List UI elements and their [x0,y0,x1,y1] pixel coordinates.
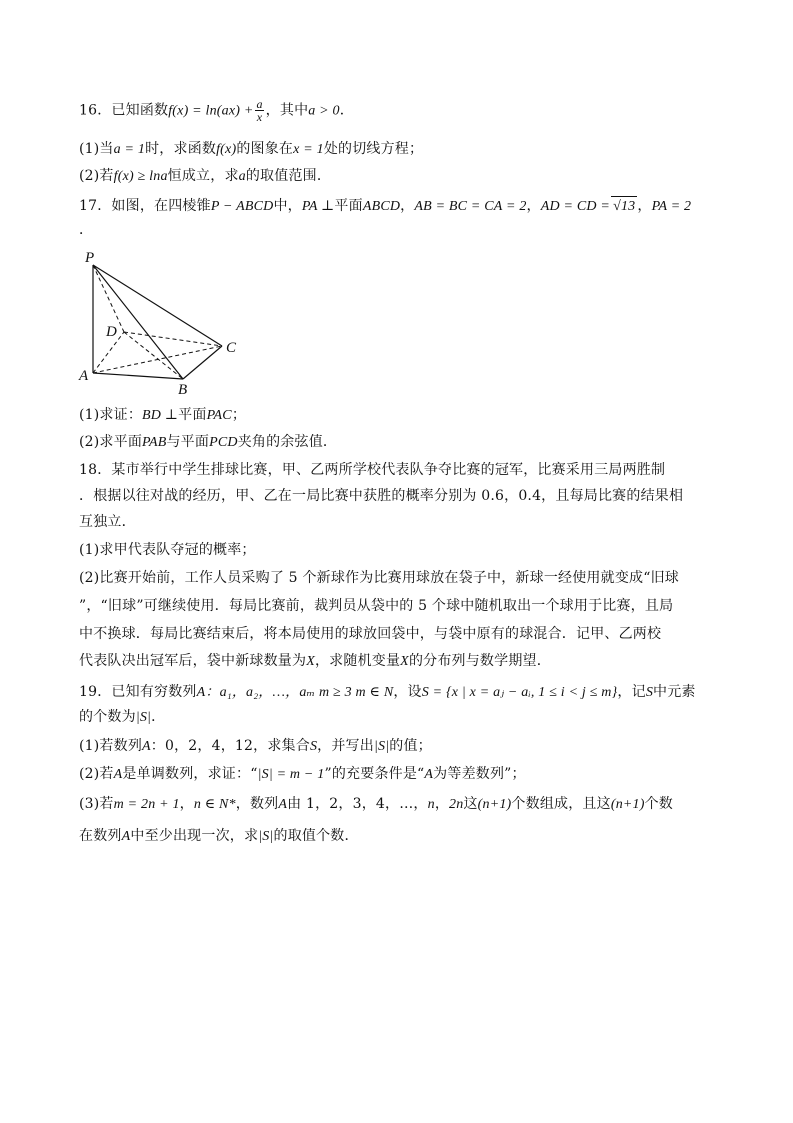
q18-part2-line4: 代表队决出冠军后，袋中新球数量为X，求随机变量X的分布列与数学期望． [79,653,551,669]
sqrt-13: √13 [611,196,637,217]
edge-BC [183,346,222,379]
q16-part1: (1)当a = 1时，求函数f(x)的图象在x = 1处的切线方程； [79,141,424,157]
q17-part2: (2)求平面PAB与平面PCD夹角的余弦值． [79,434,338,450]
edge-DC [124,332,222,346]
label-P: P [85,250,95,266]
q18-part2-line2: ”，“旧球”可继续使用．每局比赛前，裁判员从袋中的 5 个球中随机取出一个球用于比赛，且局 [79,598,674,614]
q18-line3: 互独立． [79,514,136,530]
q18-part2-line3: 中不换球．每局比赛结束后，将本局使用的球放回袋中，与袋中原有的球混合．记甲、乙两校 [79,626,662,642]
edge-PB [93,265,183,379]
q19-stem: 19．已知有穷数列A：a₁，a₂，…，aₘ m ≥ 3 m ∈ N，设S = {x | x = aⱼ − aᵢ, 1 ≤ i < j ≤ m}，记S中元素 [79,684,696,700]
q19-stem-line2: 的个数为|S|． [79,709,166,725]
label-B: B [178,382,188,396]
q18-part1: (1)求甲代表队夺冠的概率； [79,542,256,558]
label-C: C [226,340,237,356]
q18-line2: ．根据以往对战的经历，甲、乙在一局比赛中获胜的概率分别为 0.6，0.4，且每局比赛的结果相 [79,488,684,504]
q18-part2-line1: (2)比赛开始前，工作人员采购了 5 个新球作为比赛用球放在袋子中，新球一经使用就变成“旧球 [79,570,679,586]
edge-AB [93,373,183,379]
pyramid-diagram [76,246,246,396]
q16-fraction: $\frac{a}{x}$ [256,97,263,124]
q17-part1: (1)求证：BD ⊥平面PAC； [79,407,247,423]
q19-part3-line2: 在数列A中至少出现一次，求|S|的取值个数． [79,828,359,844]
q18-line1: 18．某市举行中学生排球比赛，甲、乙两所学校代表队争夺比赛的冠军，比赛采用三局两胜制 [79,462,666,478]
edge-AC [93,346,222,373]
label-A: A [79,368,89,384]
q19-part2: (2)若A是单调数列，求证：“|S| = m − 1”的充要条件是“A为等差数列”； [79,766,526,782]
q16-stem: 16．已知函数f(x) = ln(ax) + $\frac{a}{x}$ ，其中a > 0． [79,97,354,124]
label-D: D [106,324,117,340]
q19-part3: (3)若m = 2n + 1，n ∈ N*，数列A由 1，2，3，4，…，n，2n这(n+1)个数组成，且这(n+1)个数 [79,796,674,812]
q16-function: f(x) = ln(ax) + [168,103,254,119]
q17-stem: 17．如图，在四棱锥P − ABCD中，PA ⊥平面ABCD，AB = BC = CA = 2，AD = CD = √13 ，PA = 2 [79,196,691,217]
q17-stem-wrap: ． [79,222,94,238]
q19-part1: (1)若数列A：0，2，4，12，求集合S，并写出|S|的值； [79,738,432,754]
q16-part2: (2)若f(x) ≥ lna恒成立，求a的取值范围． [79,168,332,184]
pyramid-figure [76,246,246,396]
